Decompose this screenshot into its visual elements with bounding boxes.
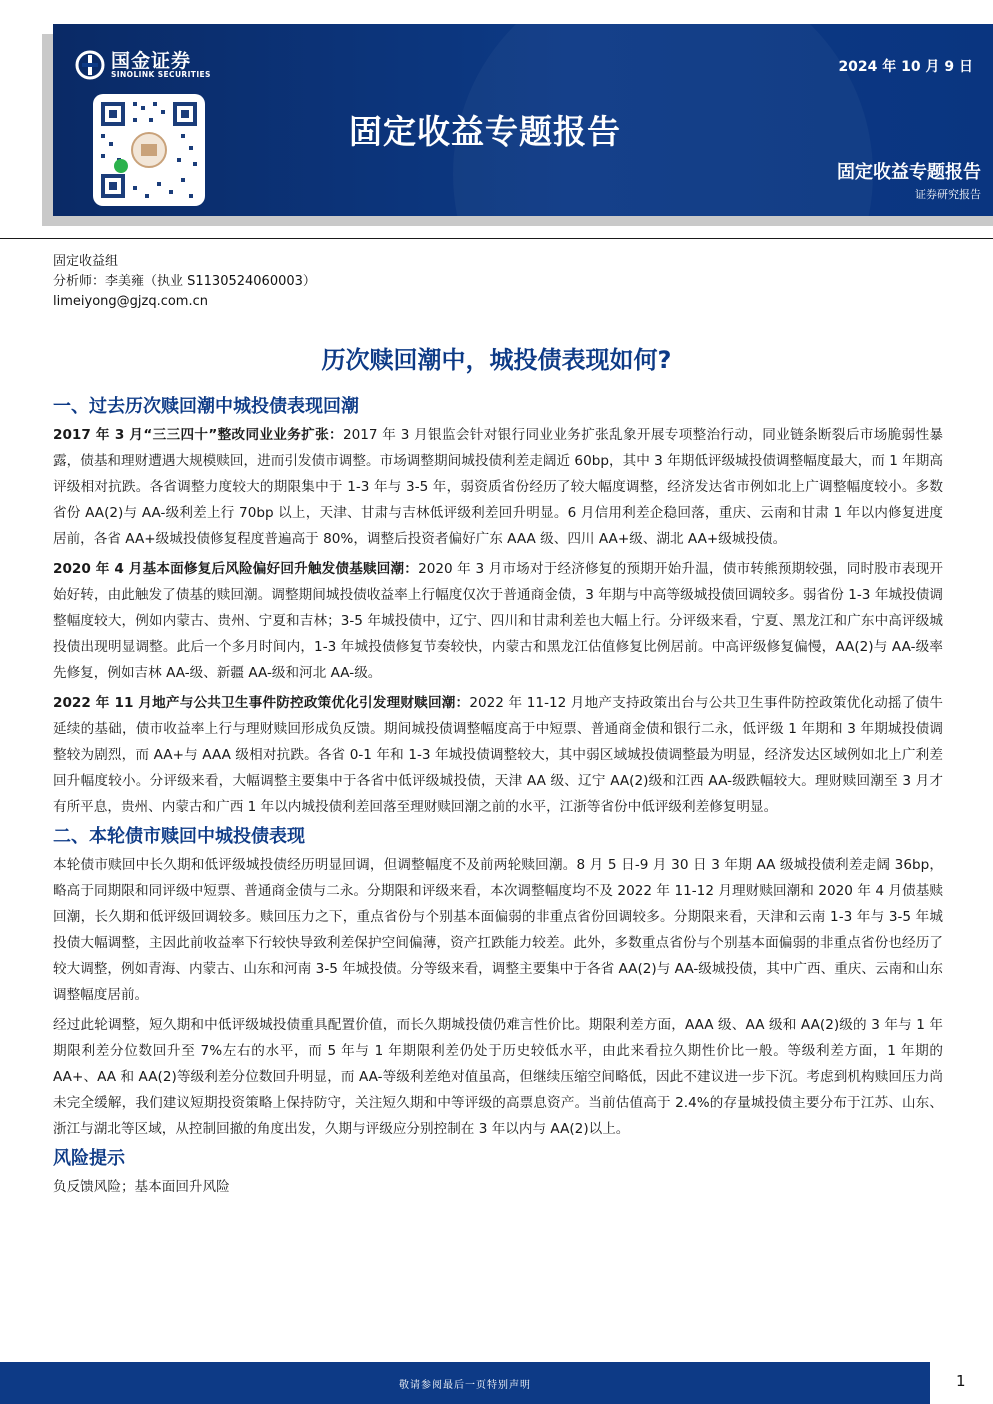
paragraph-text: 2022 年 11-12 月地产支持政策出台与公共卫生事件防控政策优化动摇了债牛延续的基础，债市收益率上行与理财赎回形成负反馈。期间城投债调整幅度高于中短票、普通商金债和银行二永，低评级 1 年期和 3 年期城投债调整较为剧烈，而 AA+与 AAA 级相对抗跌。各省 0-1 年和 1-3 年城投债调整较大，其中弱区域城投债调整最为明显，经济发达区域例如北上广利差回升幅度较小。分评级来看，大幅调整主要集中于各省中低评级城投债，天津 AA 级、辽宁 AA(2)级和江西 AA-级跌幅较大。理财赎回潮至 3 月才有所平息，贵州、内蒙古和广西 1 年以内城投债利差回落至理财赎回潮之前的水平，江浙等省份中低评级利差修复明显。 bbox=[53, 695, 943, 815]
paragraph-lead: 2017 年 3 月“三三四十”整改同业业务扩张： bbox=[53, 427, 343, 443]
paragraph bbox=[53, 422, 943, 552]
report-kind: 证券研究报告 bbox=[915, 188, 981, 201]
paragraph-text: 经过此轮调整，短久期和中低评级城投债重具配置价值，而长久期城投债仍难言性价比。期限利差方面，AAA 级、AA 级和 AA(2)级的 3 年与 1 年期限利差分位数回升至 7%左右的水平，而 5 年与 1 年期限利差仍处于历史较低水平，由此来看拉久期性价比一般。等级利差方面，1 年期的 AA+、AA 和 AA(2)等级利差分位数回升明显，而 AA-等级利差绝对值虽高，但继续压缩空间略低，因此不建议进一步下沉。考虑到机构赎回压力尚未完全缓解，我们建议短期投资策略上保持防守，关注短久期和中等评级的高票息资产。当前估值高于 2.4%的存量城投债主要分布于江苏、山东、浙江与湖北等区域，从控制回撤的角度出发，久期与评级应分别控制在 3 年以内与 AA(2)以上。 bbox=[53, 1017, 943, 1137]
paragraph bbox=[53, 1012, 943, 1142]
brand-name-cn: 国金证券 bbox=[111, 50, 192, 72]
header-divider bbox=[0, 238, 993, 239]
report-body bbox=[53, 394, 943, 1204]
report-banner bbox=[53, 24, 993, 216]
footer-notice: 敬请参阅最后一页特别声明 bbox=[399, 1380, 531, 1391]
group-name: 固定收益组 bbox=[53, 254, 119, 269]
paragraph-lead: 2020 年 4 月基本面修复后风险偏好回升触发债基赎回潮： bbox=[53, 561, 419, 577]
sinolink-logo-icon bbox=[75, 50, 105, 80]
section-heading: 风险提示 bbox=[53, 1148, 125, 1169]
analyst-email: limeiyong@gjzq.com.cn bbox=[53, 294, 208, 309]
analyst-name: 分析师：李美雍（执业 S1130524060003） bbox=[53, 274, 316, 289]
page-number: 1 bbox=[956, 1372, 966, 1390]
section-heading: 一、过去历次赎回潮中城投债表现回潮 bbox=[53, 396, 359, 417]
paragraph-text: 本轮债市赎回中长久期和低评级城投债经历明显回调，但调整幅度不及前两轮赎回潮。8 月 5 日-9 月 30 日 3 年期 AA 级城投债利差走阔 36bp，略高于同期限和同评级中短票、普通商金债与二永。分期限和评级来看，本次调整幅度均不及 2022 年 11-12 月理财赎回潮和 2020 年 4 月债基赎回潮，长久期和低评级回调较多。赎回压力之下，重点省份与个别基本面偏弱的非重点省份回调较多。分期限来看，天津和云南 1-3 年与 3-5 年城投债大幅调整，主因此前收益率下行较快导致利差保护空间偏薄，资产扛跌能力较差。此外，多数重点省份与个别基本面偏弱的非重点省份也经历了较大调整，例如青海、内蒙古、山东和河南 3-5 年城投债。分等级来看，调整主要集中于各省 AA(2)与 AA-级城投债，其中广西、重庆、云南和山东调整幅度居前。 bbox=[53, 857, 943, 1003]
paragraph bbox=[53, 556, 943, 686]
paragraph-text: 2017 年 3 月银监会针对银行同业业务扩张乱象开展专项整治行动，同业链条断裂后市场脆弱性暴露，债基和理财遭遇大规模赎回，进而引发债市调整。市场调整期间城投债利差走阔近 60bp，其中 3 年期低评级城投债调整幅度最大，而 1 年期高评级相对抗跌。各省调整力度较大的期限集中于 1-3 年与 3-5 年，弱资质省份经历了较大幅度调整，经济发达省市例如北上广调整幅度较小。多数省份 AA(2)与 AA-级利差上行 70bp 以上，天津、甘肃与吉林低评级利差回升明显。6 月信用利差企稳回落，重庆、云南和甘肃 1 年以内修复进度居前，各省 AA+级城投债修复程度普遍高于 80%，调整后投资者偏好广东 AAA 级、四川 AA+级、湖北 AA+级城投债。 bbox=[53, 427, 943, 547]
qr-code-icon bbox=[93, 94, 205, 206]
paragraph-lead: 2022 年 11 月地产与公共卫生事件防控政策优化引发理财赎回潮： bbox=[53, 695, 470, 711]
banner-subtitle: 固定收益专题报告 bbox=[837, 162, 981, 183]
paragraph bbox=[53, 852, 943, 1008]
paragraph-text: 负反馈风险；基本面回升风险 bbox=[53, 1179, 230, 1195]
banner-title: 固定收益专题报告 bbox=[349, 112, 621, 151]
section-heading: 二、本轮债市赎回中城投债表现 bbox=[53, 826, 305, 847]
brand-name-en: SINOLINK SECURITIES bbox=[111, 70, 211, 79]
report-date: 2024 年 10 月 9 日 bbox=[838, 59, 973, 75]
paragraph bbox=[53, 690, 943, 820]
paragraph-text: 2020 年 3 月市场对于经济修复的预期开始升温，债市转熊预期较强，同时股市表现开始好转，由此触发了债基的赎回潮。调整期间城投债收益率上行幅度仅次于普通商金债，3 年期与中高等级城投债回调较多。弱省份 1-3 年城投债调整幅度较大，例如内蒙古、贵州、宁夏和吉林；3-5 年城投债中，辽宁、四川和甘肃利差也大幅上行。分评级来看，宁夏、黑龙江和广东中高评级城投债出现明显调整。此后一个多月时间内，1-3 年城投债修复节奏较快，内蒙古和黑龙江估值修复比例居前。中高评级修复偏慢，AA(2)与 AA-级率先修复，例如吉林 AA-级、新疆 AA-级和河北 AA-级。 bbox=[53, 561, 943, 681]
document-title: 历次赎回潮中，城投债表现如何? bbox=[321, 346, 672, 374]
author-info bbox=[53, 252, 316, 312]
paragraph bbox=[53, 1174, 943, 1200]
